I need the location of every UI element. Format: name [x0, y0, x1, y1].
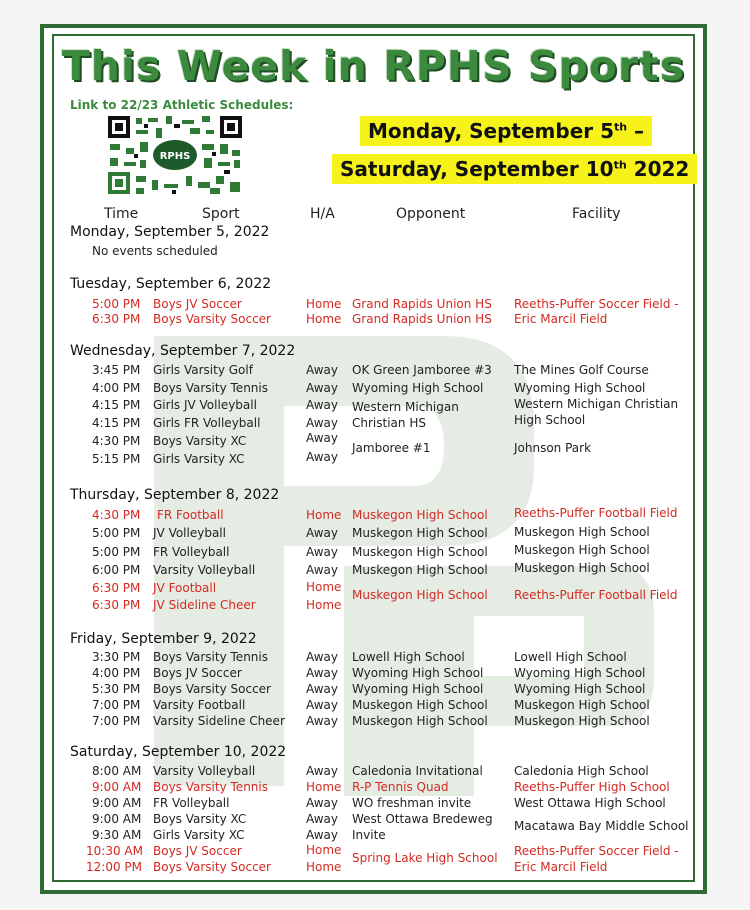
event-facility: Caledonia High School	[514, 764, 649, 778]
event-facility: Wyoming High School	[514, 666, 646, 680]
column-header-facility: Facility	[572, 206, 621, 222]
event-ha: Away	[306, 764, 338, 778]
event-opponent: Grand Rapids Union HS	[352, 297, 492, 311]
event-time: 9:00 AM	[92, 812, 142, 826]
qr-badge: RPHS	[159, 151, 191, 162]
event-sport: Girls Varsity Golf	[153, 363, 253, 377]
event-sport: JV Sideline Cheer	[153, 598, 256, 612]
event-time: 12:00 PM	[86, 860, 142, 874]
event-sport: Boys Varsity Soccer	[153, 682, 271, 696]
event-ha: Away	[306, 682, 338, 696]
event-ha: Away	[306, 698, 338, 712]
event-sport: Girls Varsity XC	[153, 828, 245, 842]
day-heading: Wednesday, September 7, 2022	[70, 343, 296, 359]
event-sport: Varsity Volleyball	[153, 563, 256, 577]
day-heading: Monday, September 5, 2022	[70, 224, 270, 240]
event-sport: Boys JV Soccer	[153, 666, 242, 680]
event-time: 6:30 PM	[92, 312, 141, 326]
event-time: 5:00 PM	[92, 297, 141, 311]
event-sport: Boys JV Soccer	[153, 844, 242, 858]
day-heading: Thursday, September 8, 2022	[70, 487, 280, 503]
event-ha: Home	[306, 860, 342, 874]
event-time: 4:00 PM	[92, 381, 141, 395]
event-time: 5:00 PM	[92, 526, 141, 540]
event-sport: FR Football	[157, 508, 224, 522]
event-sport: Boys Varsity Tennis	[153, 780, 268, 794]
event-time: 5:30 PM	[92, 682, 141, 696]
event-time: 8:00 AM	[92, 764, 142, 778]
event-facility: Muskegon High School	[514, 561, 650, 575]
event-ha: Away	[306, 431, 338, 445]
event-time: 6:30 PM	[92, 598, 141, 612]
event-sport: Boys Varsity XC	[153, 812, 247, 826]
event-facility: Western Michigan Christian	[514, 397, 679, 411]
event-ha: Home	[306, 780, 342, 794]
event-sport: Boys JV Soccer	[153, 297, 242, 311]
event-facility: Reeths-Puffer Football Field	[514, 588, 678, 602]
date-range-end	[332, 154, 697, 184]
date-end-text: Saturday, September 10	[340, 157, 614, 181]
event-sport: Girls JV Volleyball	[153, 398, 257, 412]
event-time: 9:30 AM	[92, 828, 142, 842]
date-start-dash: –	[627, 119, 645, 143]
event-time: 7:00 PM	[92, 714, 141, 728]
event-facility: The Mines Golf Course	[514, 363, 649, 377]
qr-code-icon[interactable]	[106, 114, 244, 196]
event-opponent: Invite	[352, 828, 386, 842]
event-facility: Johnson Park	[514, 441, 592, 455]
flyer-inner-border	[52, 34, 695, 882]
event-facility: Eric Marcil Field	[514, 860, 608, 874]
event-facility: Reeths-Puffer Football Field	[514, 506, 678, 520]
event-time: 5:00 PM	[92, 545, 141, 559]
event-facility: West Ottawa High School	[514, 796, 666, 810]
event-time: 4:30 PM	[92, 434, 141, 448]
event-facility: Muskegon High School	[514, 543, 650, 557]
date-end-ordinal: th	[613, 158, 627, 172]
event-ha: Away	[306, 666, 338, 680]
event-opponent: Spring Lake High School	[352, 851, 498, 865]
event-sport: Boys Varsity Tennis	[153, 381, 268, 395]
event-time: 6:00 PM	[92, 563, 141, 577]
event-facility: Lowell High School	[514, 650, 627, 664]
day-heading: Saturday, September 10, 2022	[70, 744, 287, 760]
event-time: 4:15 PM	[92, 398, 141, 412]
event-opponent: OK Green Jamboree #3	[352, 363, 492, 377]
page-title: This Week in RPHS Sports	[61, 42, 686, 90]
no-events-note: No events scheduled	[92, 244, 218, 258]
event-sport: Varsity Sideline Cheer	[153, 714, 285, 728]
event-facility: Eric Marcil Field	[514, 312, 608, 326]
event-ha: Home	[306, 598, 342, 612]
event-ha: Away	[306, 796, 338, 810]
event-sport: FR Volleyball	[153, 545, 230, 559]
event-facility: Muskegon High School	[514, 698, 650, 712]
event-ha: Home	[306, 508, 342, 522]
event-opponent: Christian HS	[352, 416, 426, 430]
column-header-ha: H/A	[310, 206, 335, 222]
date-end-year: 2022	[626, 157, 690, 181]
event-sport: Girls FR Volleyball	[153, 416, 261, 430]
event-facility: Muskegon High School	[514, 525, 650, 539]
event-opponent: Muskegon High School	[352, 508, 488, 522]
event-opponent: Muskegon High School	[352, 545, 488, 559]
event-facility: High School	[514, 413, 586, 427]
event-time: 4:15 PM	[92, 416, 141, 430]
event-ha: Away	[306, 363, 338, 377]
event-ha: Away	[306, 398, 338, 412]
event-time: 3:45 PM	[92, 363, 141, 377]
event-opponent: R-P Tennis Quad	[352, 780, 449, 794]
event-sport: FR Volleyball	[153, 796, 230, 810]
event-ha: Away	[306, 563, 338, 577]
event-time: 6:30 PM	[92, 581, 141, 595]
event-opponent: Muskegon High School	[352, 714, 488, 728]
event-opponent: Western Michigan	[352, 400, 459, 414]
event-sport: JV Football	[153, 581, 217, 595]
event-time: 7:00 PM	[92, 698, 141, 712]
date-start-text: Monday, September 5	[368, 119, 614, 143]
column-header-time: Time	[104, 206, 139, 222]
event-ha: Away	[306, 812, 338, 826]
event-sport: Girls Varsity XC	[153, 452, 245, 466]
event-ha: Away	[306, 381, 338, 395]
event-facility: Wyoming High School	[514, 381, 646, 395]
event-ha: Home	[306, 843, 342, 857]
event-sport: Boys Varsity Soccer	[153, 860, 271, 874]
event-facility: Wyoming High School	[514, 682, 646, 696]
day-heading: Tuesday, September 6, 2022	[70, 276, 272, 292]
event-sport: Boys Varsity Tennis	[153, 650, 268, 664]
event-opponent: Grand Rapids Union HS	[352, 312, 492, 326]
date-start-ordinal: th	[614, 120, 628, 134]
event-opponent: Wyoming High School	[352, 682, 484, 696]
event-time: 3:30 PM	[92, 650, 141, 664]
event-ha: Away	[306, 828, 338, 842]
event-facility: Reeths-Puffer High School	[514, 780, 670, 794]
event-opponent: Wyoming High School	[352, 381, 484, 395]
event-ha: Away	[306, 545, 338, 559]
event-ha: Away	[306, 450, 338, 464]
event-ha: Away	[306, 416, 338, 430]
event-facility: Macatawa Bay Middle School	[514, 819, 689, 833]
event-facility: Reeths-Puffer Soccer Field -	[514, 297, 679, 311]
event-facility: Reeths-Puffer Soccer Field -	[514, 844, 679, 858]
column-header-opponent: Opponent	[396, 206, 466, 222]
qr-label: Link to 22/23 Athletic Schedules:	[70, 98, 294, 112]
event-time: 9:00 AM	[92, 780, 142, 794]
event-ha: Away	[306, 526, 338, 540]
event-opponent: Muskegon High School	[352, 563, 488, 577]
event-time: 10:30 AM	[86, 844, 143, 858]
event-ha: Home	[306, 312, 342, 326]
day-heading: Friday, September 9, 2022	[70, 631, 257, 647]
event-ha: Home	[306, 580, 342, 594]
date-range-start	[360, 116, 652, 146]
event-sport: Varsity Football	[153, 698, 246, 712]
event-sport: Varsity Volleyball	[153, 764, 256, 778]
event-opponent: West Ottawa Bredeweg	[352, 812, 493, 826]
flyer	[40, 24, 707, 894]
event-opponent: Muskegon High School	[352, 588, 488, 602]
event-ha: Away	[306, 650, 338, 664]
event-sport: Boys Varsity Soccer	[153, 312, 271, 326]
event-ha: Home	[306, 297, 342, 311]
event-opponent: WO freshman invite	[352, 796, 472, 810]
event-opponent: Lowell High School	[352, 650, 465, 664]
event-sport: Boys Varsity XC	[153, 434, 247, 448]
event-facility: Muskegon High School	[514, 714, 650, 728]
event-opponent: Muskegon High School	[352, 698, 488, 712]
event-opponent: Jamboree #1	[352, 441, 431, 455]
event-opponent: Wyoming High School	[352, 666, 484, 680]
event-time: 5:15 PM	[92, 452, 141, 466]
event-sport: JV Volleyball	[153, 526, 226, 540]
event-time: 4:00 PM	[92, 666, 141, 680]
event-time: 9:00 AM	[92, 796, 142, 810]
event-time: 4:30 PM	[92, 508, 141, 522]
event-opponent: Caledonia Invitational	[352, 764, 483, 778]
event-opponent: Muskegon High School	[352, 526, 488, 540]
column-header-sport: Sport	[202, 206, 240, 222]
event-ha: Away	[306, 714, 338, 728]
